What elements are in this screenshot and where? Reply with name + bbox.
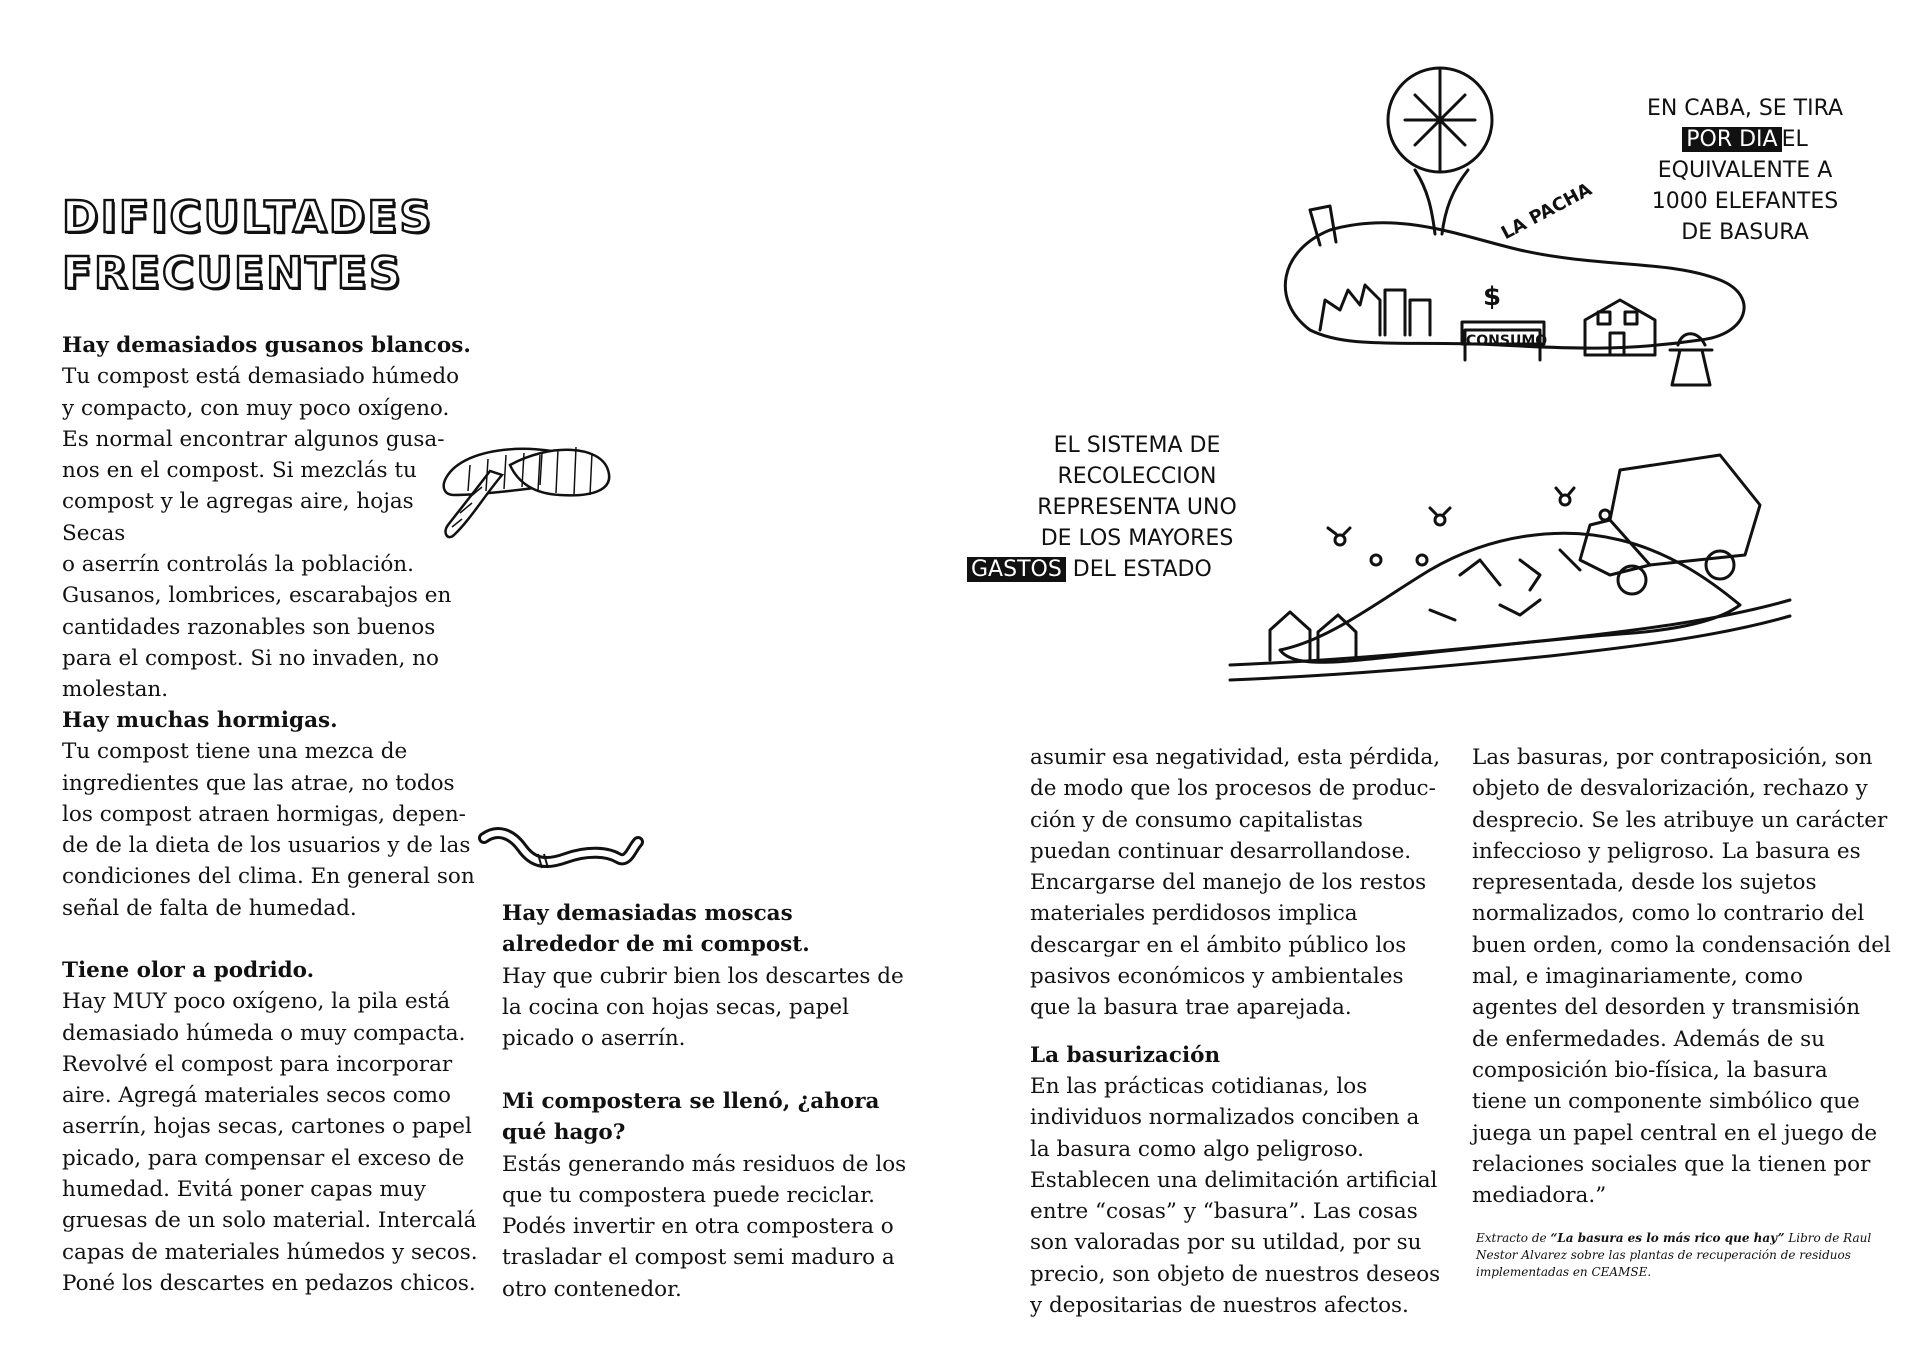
caba-line-1: EN CABA, SE TIRA [1646,96,1844,121]
caba-line-5: DE BASURA [1681,220,1809,245]
caba-line-3: EQUIVALENTE A [1657,158,1833,183]
source-credit [1476,1230,1896,1281]
basurizacion-heading: La basurización [1030,1042,1221,1068]
caba-line-2 [1630,124,1860,155]
title-line-1: DIFICULTADES [62,192,434,243]
column-2-paragraph: Las basuras, por contraposición, son objeto de desvalorización, rechazo y desprecio. Se les atribuye un carácter infeccioso y peligroso. La basura es representada, desde los sujetos normalizados, como lo contrario del buen orden, como la condensación del mal, e imaginariamente, como agentes del desorden y transmisión de enfermedades. Además de su composición bio-física, la basura tiene un componente simbólico que juega un papel central en el juego de relaciones sociales que la tienen por mediadora.” [1472,745,1891,1209]
section-body: Hay MUY poco oxígeno, la pila está demasiado húmeda o muy compacta. Revolvé el compost para incorporar aire. Agregá materiales secos como aserrín, hojas secas, cartones o papel picado, para compensar el exceso de humedad. Evitá poner capas muy gruesas de un solo material. Intercalá capas de materiales húmedos y secos. Poné los descartes en pedazos chicos. [62,989,478,1296]
section-olor [62,955,482,1299]
pacha-label: LA PACHA [1497,178,1596,245]
tree-trunk [1415,170,1468,234]
credit-title: “La basura es lo más rico que hay” [1550,1231,1785,1245]
credit-rest: Libro de Raul Nestor Alvarez sobre las plantas de recuperación de residuos implementadas en CEAMSE. [1476,1231,1872,1279]
sistema-line-5 [967,554,1267,585]
sistema-line-2: RECOLECCION [1057,464,1217,489]
trash-can-icon [1672,350,1710,385]
column-1-paragraph-1: asumir esa negatividad, esta pérdida, de modo que los procesos de produc- ción y de consumo capitalistas puedan continuar desarrollandose. Encargarse del manejo de los restos materiales perdidosos implica descargar en el ámbito público los pasivos económicos y ambientales que la basura trae aparejada. [1030,745,1441,1021]
section-heading: Mi compostera se llenó, ¿ahora qué hago? [502,1089,880,1146]
caba-line-2-rest: EL [1781,127,1808,152]
caba-line-4: 1000 ELEFANTES [1651,189,1839,214]
sistema-line-3: REPRESENTA UNO [1037,495,1237,520]
sistema-line-1: EL SISTEMA DE [1053,433,1221,458]
dollar-sign: $ [1483,282,1502,312]
section-body: Tu compost tiene una mezca de ingredientes que las atrae, no todos los compost atraen hormigas, depen- de de la dieta de los usuarios y de las condiciones del clima. En general son señal de falta de humedad. [62,739,475,921]
title-line-2: FRECUENTES [62,248,403,299]
garbage-truck [1610,455,1760,565]
section-body: Estás generando más residuos de los que tu compostera puede reciclar. Podés invertir en otra compostera o trasladar el compost semi maduro a otro contenedor. [502,1151,907,1302]
section-body: Tu compost está demasiado húmedo y compacto, con muy poco oxígeno. Es normal encontrar algunos gusa- nos en el compost. Si mezclás tu compost y le agregas aire, hojas Secas o aserrín controlás la población. Gusanos, lombrices, escarabajos en cantidades razonables son buenos para el compost. Si no invaden, no molestan. [62,364,460,703]
caba-highlight: POR DIA [1682,127,1781,152]
section-body: Hay que cubrir bien los descartes de la cocina con hojas secas, papel picado o aserrín. [502,963,904,1052]
section-heading: Hay muchas hormigas. [62,708,338,733]
caba-callout [1630,93,1860,248]
section-moscas [502,898,922,1054]
sistema-highlight: GASTOS [967,557,1066,582]
section-hormigas [62,705,482,924]
sistema-line-4: DE LOS MAYORES [1040,526,1234,551]
consumo-label: CONSUMO [1466,333,1548,349]
page-title [62,190,433,302]
section-heading: Tiene olor a podrido. [62,958,315,983]
grubs-illustration [440,425,620,545]
section-compostera [502,1086,922,1305]
sistema-line-5-rest: DEL ESTADO [1072,557,1212,582]
section-heading: Hay demasiados gusanos blancos. [62,333,471,358]
text-column-2 [1472,742,1902,1211]
worm-illustration [478,822,648,882]
sistema-callout [971,430,1267,585]
text-column-1 [1030,742,1460,1321]
section-heading: Hay demasiadas moscas alrededor de mi compost. [502,901,810,958]
section-gusanos [62,330,482,706]
right-page [960,0,1920,1358]
credit-prefix: Extracto de [1476,1231,1547,1245]
column-1-paragraph-2: En las prácticas cotidianas, los individuos normalizados conciben a la basura como algo peligroso. Establecen una delimitación artificial entre “cosas” y “basura”. Las cosas son valoradas por su utildad, por su precio, son objeto de nuestros deseos y depositarias de nuestros afectos. [1030,1073,1441,1319]
